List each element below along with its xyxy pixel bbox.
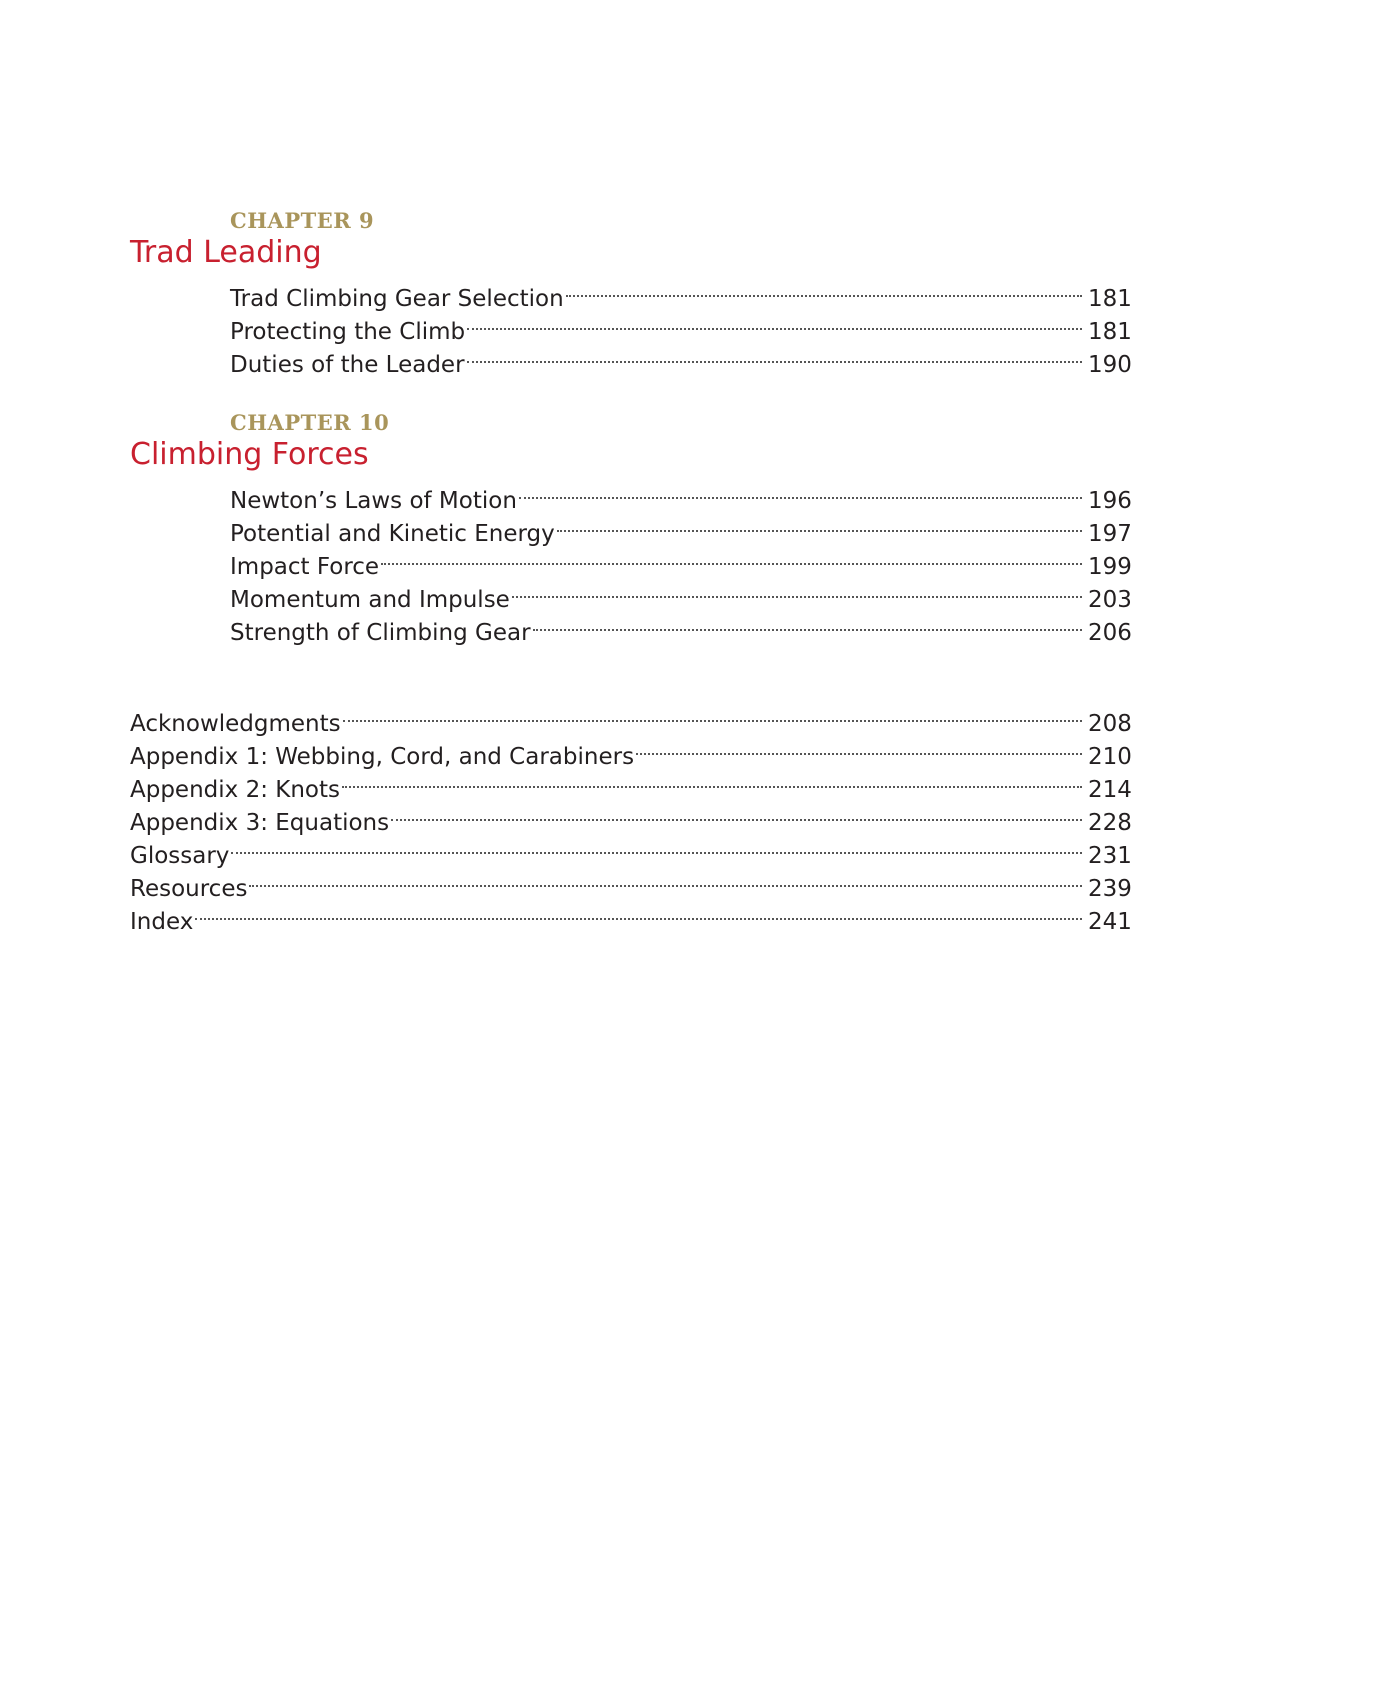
entry-page-number: 206 [1088,620,1132,646]
entry-title: Potential and Kinetic Energy [230,521,555,547]
entry-title: Appendix 3: Equations [130,810,390,836]
entry-page-number: 208 [1088,711,1132,737]
entry-title: Appendix 2: Knots [130,777,340,803]
dot-leader [391,797,1082,830]
table-of-contents [130,208,1132,935]
entry-page-number: 181 [1088,319,1132,345]
toc-entry-glossary[interactable] [130,830,1132,869]
chapter-title: Climbing Forces [130,437,369,472]
dot-leader [381,541,1082,574]
entry-title: Momentum and Impulse [230,587,510,613]
dot-leader [467,339,1082,372]
entry-page-number: 203 [1088,587,1132,613]
entry-page-number: 210 [1088,744,1132,770]
entry-page-number: 231 [1088,843,1132,869]
toc-entry[interactable] [130,273,1132,312]
dot-leader [512,574,1082,607]
chapter-9-section [130,208,1132,378]
dot-leader [636,731,1082,764]
dot-leader [249,863,1082,896]
entry-title: Glossary [130,843,230,869]
entry-title: Strength of Climbing Gear [230,620,531,646]
entry-page-number: 190 [1088,352,1132,378]
entry-title: Impact Force [230,554,380,580]
entry-page-number: 241 [1088,909,1132,935]
toc-entry-resources[interactable] [130,863,1132,902]
dot-leader [342,764,1082,797]
chapter-label: CHAPTER 9 [230,208,375,233]
entry-page-number: 199 [1088,554,1132,580]
chapter-entries [130,273,1132,378]
entry-page-number: 197 [1088,521,1132,547]
entry-page-number: 239 [1088,876,1132,902]
dot-leader [231,830,1082,863]
chapter-title: Trad Leading [130,235,322,270]
toc-entry-index[interactable] [130,896,1132,935]
dot-leader [343,698,1082,731]
dot-leader [566,273,1082,306]
entry-page-number: 214 [1088,777,1132,803]
toc-entry-acknowledgments[interactable] [130,698,1132,737]
entry-title: Duties of the Leader [230,352,465,378]
backmatter-section [130,698,1132,935]
entry-page-number: 181 [1088,286,1132,312]
chapter-10-section [130,410,1132,646]
entry-title: Trad Climbing Gear Selection [230,286,564,312]
entry-title: Appendix 1: Webbing, Cord, and Carabiners [130,744,635,770]
entry-title: Index [130,909,194,935]
entry-page-number: 228 [1088,810,1132,836]
dot-leader [195,896,1082,929]
entry-title: Newton’s Laws of Motion [230,488,517,514]
entry-title: Acknowledgments [130,711,341,737]
dot-leader [533,607,1082,640]
backmatter-entries [130,698,1132,935]
dot-leader [519,475,1082,508]
chapter-entries [130,475,1132,646]
entry-page-number: 196 [1088,488,1132,514]
dot-leader [467,306,1082,339]
dot-leader [557,508,1082,541]
entry-title: Resources [130,876,248,902]
toc-entry[interactable] [130,475,1132,514]
entry-title: Protecting the Climb [230,319,466,345]
chapter-label: CHAPTER 10 [230,410,390,435]
